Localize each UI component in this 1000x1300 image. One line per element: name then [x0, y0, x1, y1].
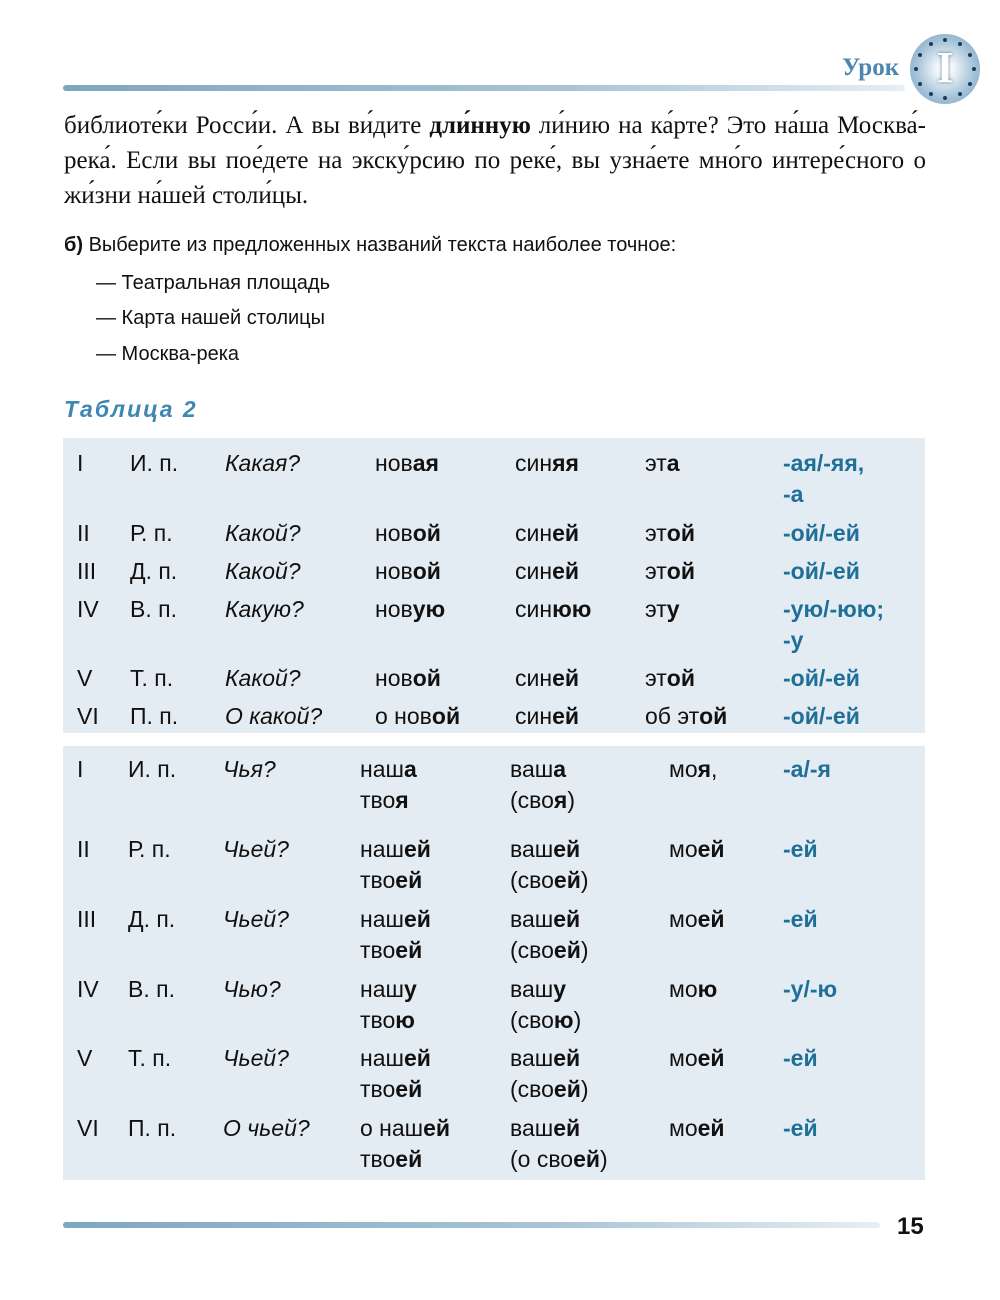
ending-text: -а [783, 481, 804, 507]
word-suffix: ) [567, 787, 576, 813]
word-form [515, 448, 579, 479]
case-name [128, 1043, 171, 1074]
word-ending: ую [412, 596, 446, 622]
word-suffix: ) [580, 1076, 589, 1102]
lesson-number: I [936, 43, 954, 92]
ending-summary [783, 701, 860, 732]
word-stem: нов [375, 558, 413, 584]
clock-tick-icon [943, 38, 947, 42]
word-stem: эт [645, 520, 667, 546]
word-form-pair [360, 754, 417, 816]
word-form [645, 556, 695, 587]
case-question [223, 904, 289, 935]
case-name-text: Р. п. [130, 520, 173, 546]
word-form [669, 904, 725, 935]
word-stem: мо [669, 1045, 698, 1071]
case-number-text: IV [77, 976, 99, 1002]
word-ending: ю [395, 1007, 415, 1033]
word-ending: ей [395, 937, 423, 963]
word-form [515, 663, 579, 694]
word-form-pair [510, 834, 589, 896]
case-name-text: В. п. [128, 976, 175, 1002]
word-form-pair [360, 1043, 431, 1105]
word-form [375, 701, 460, 732]
word-stem: нов [375, 665, 413, 691]
word-stem: нов [375, 596, 413, 622]
word-stem: тво [360, 937, 396, 963]
case-number-text: I [77, 756, 84, 782]
word-form [645, 701, 727, 732]
case-number [77, 701, 99, 732]
word-ending: ой [666, 520, 695, 546]
clock-tick-icon [918, 53, 922, 57]
word-ending: я [395, 787, 409, 813]
ending-summary [783, 1043, 818, 1074]
ending-text: -ая/-яя, [783, 450, 865, 476]
question-text: Какая? [225, 450, 301, 476]
ending-text: -ой/-ей [783, 665, 860, 691]
word-form-pair [360, 1113, 450, 1175]
word-ending: ой [412, 665, 441, 691]
word-stem: о наш [360, 1115, 424, 1141]
word-form [645, 448, 680, 479]
case-number-text: II [77, 520, 90, 546]
word-ending: ей [553, 867, 581, 893]
case-name [128, 974, 175, 1005]
case-name-text: П. п. [130, 703, 179, 729]
word-form [669, 834, 725, 865]
word-stem: тво [360, 787, 396, 813]
ending-text: -ой/-ей [783, 558, 860, 584]
clock-tick-icon [918, 82, 922, 86]
word-stem: наш [360, 1045, 404, 1071]
paragraph-text: библиоте́ки Росси́и. А вы ви́дите [64, 112, 430, 139]
question-text: О чьей? [223, 1115, 310, 1141]
ending-text: -ой/-ей [783, 703, 860, 729]
case-name [130, 594, 177, 625]
word-stem: (сво [510, 867, 554, 893]
case-number [77, 904, 96, 935]
word-stem: тво [360, 1007, 396, 1033]
word-stem: ваш [510, 1045, 554, 1071]
word-ending: юю [552, 596, 592, 622]
word-stem: эт [645, 558, 667, 584]
case-name [130, 663, 173, 694]
word-form [645, 518, 695, 549]
word-ending: ой [666, 665, 695, 691]
word-form [375, 518, 441, 549]
word-ending: ой [431, 703, 461, 729]
word-stem: нов [375, 520, 413, 546]
word-ending: яя [552, 450, 579, 476]
word-stem: эт [645, 596, 667, 622]
word-form [515, 518, 579, 549]
case-name-text: Т. п. [130, 665, 174, 691]
word-ending: ей [552, 703, 579, 729]
case-question [225, 594, 304, 625]
word-form [375, 663, 441, 694]
case-number-text: III [77, 906, 97, 932]
word-ending: ей [573, 1146, 601, 1172]
word-stem: эт [645, 665, 667, 691]
case-name-text: И. п. [130, 450, 179, 476]
ending-summary [783, 754, 831, 785]
word-form [375, 448, 439, 479]
task-text: Выберите из предложенных названий текста наиболее точное: [83, 234, 677, 256]
ending-summary [783, 1113, 818, 1144]
ending-text: -у [783, 627, 804, 653]
ending-summary [783, 904, 818, 935]
word-form-pair [360, 904, 431, 966]
word-form [645, 663, 695, 694]
word-ending: ей [403, 836, 431, 862]
option-item: — Карта нашей столицы [96, 307, 325, 329]
paragraph-bold-word: дли́нную [429, 112, 531, 139]
option-item: — Театральная площадь [96, 272, 331, 294]
word-stem: наш [360, 836, 404, 862]
word-ending: ей [395, 1146, 423, 1172]
case-number [77, 1113, 99, 1144]
case-name-text: П. п. [128, 1115, 177, 1141]
case-number [77, 1043, 92, 1074]
word-stem: ваш [510, 976, 554, 1002]
word-ending: а [403, 756, 417, 782]
option-item: — Москва-река [96, 343, 240, 365]
word-ending: ей [553, 937, 581, 963]
word-ending: ей [403, 906, 431, 932]
word-stem: ваш [510, 756, 554, 782]
task-marker: б) [64, 234, 84, 256]
table-adjective-endings [63, 438, 925, 733]
word-ending: а [553, 756, 567, 782]
word-stem: тво [360, 867, 396, 893]
word-suffix: , [711, 756, 718, 782]
case-number [77, 974, 99, 1005]
word-ending: ей [697, 836, 725, 862]
word-suffix: ) [600, 1146, 608, 1172]
word-stem: ваш [510, 906, 554, 932]
word-form [669, 754, 717, 785]
case-question [225, 448, 300, 479]
case-number-text: I [77, 450, 84, 476]
word-form-pair [360, 834, 431, 896]
clock-tick-icon [914, 67, 918, 71]
question-text: Чью? [223, 976, 281, 1002]
word-stem: наш [360, 976, 404, 1002]
word-ending: ей [395, 1076, 423, 1102]
question-text: Какую? [225, 596, 304, 622]
clock-tick-icon [958, 92, 962, 96]
case-number-text: IV [77, 596, 99, 622]
word-stem: син [515, 703, 553, 729]
case-question [225, 663, 301, 694]
ending-summary [783, 974, 837, 1005]
reading-paragraph [64, 108, 926, 213]
word-stem: син [515, 520, 553, 546]
word-suffix: ) [580, 937, 589, 963]
word-ending: ей [553, 1045, 581, 1071]
case-question [223, 1113, 310, 1144]
case-question [225, 701, 322, 732]
word-ending: ей [552, 558, 579, 584]
word-form [645, 594, 680, 625]
ending-summary [783, 518, 860, 549]
lesson-label: Урок [842, 54, 900, 81]
clock-tick-icon [929, 92, 933, 96]
word-stem: мо [669, 976, 698, 1002]
case-name-text: Р. п. [128, 836, 171, 862]
word-form-pair [510, 974, 581, 1036]
word-stem: ваш [510, 1115, 554, 1141]
question-text: О какой? [225, 703, 323, 729]
case-number [77, 518, 90, 549]
case-name-text: Д. п. [128, 906, 176, 932]
question-text: Какой? [225, 558, 301, 584]
case-name-text: Т. п. [128, 1045, 172, 1071]
word-suffix: ) [580, 867, 589, 893]
word-form [669, 974, 717, 1005]
case-name-text: И. п. [128, 756, 177, 782]
word-stem: наш [360, 906, 404, 932]
word-form [515, 701, 579, 732]
table-possessive-endings [63, 746, 925, 1180]
word-stem: мо [669, 1115, 698, 1141]
case-question [225, 556, 301, 587]
word-stem: эт [645, 450, 667, 476]
question-text: Чьей? [223, 906, 289, 932]
word-ending: а [666, 450, 680, 476]
word-ending: ей [553, 906, 581, 932]
table-title: Таблица 2 [64, 396, 198, 422]
ending-summary [783, 556, 860, 587]
word-ending: ей [697, 1115, 725, 1141]
case-question [223, 754, 276, 785]
word-stem: мо [669, 756, 698, 782]
case-name-text: Д. п. [130, 558, 178, 584]
question-text: Чьей? [223, 1045, 289, 1071]
question-text: Чьей? [223, 836, 289, 862]
word-ending: ей [552, 520, 579, 546]
question-text: Чья? [223, 756, 276, 782]
word-ending: у [666, 596, 680, 622]
word-ending: ю [553, 1007, 574, 1033]
clock-tick-icon [968, 82, 972, 86]
word-stem: тво [360, 1076, 396, 1102]
ending-summary [783, 834, 818, 865]
case-name [128, 754, 176, 785]
clock-tick-icon [972, 67, 976, 71]
ending-text: -ей [783, 1115, 818, 1141]
question-text: Какой? [225, 665, 301, 691]
word-stem: ваш [510, 836, 554, 862]
header-rule [63, 85, 905, 91]
word-form-pair [510, 1113, 608, 1175]
case-question [223, 1043, 289, 1074]
case-number-text: II [77, 836, 90, 862]
word-form-pair [360, 974, 417, 1036]
word-form [375, 556, 441, 587]
word-stem: мо [669, 906, 698, 932]
word-stem: (сво [510, 1076, 554, 1102]
word-ending: ей [553, 836, 581, 862]
case-number [77, 556, 96, 587]
case-name [130, 556, 177, 587]
ending-text: -у/-ю [783, 976, 838, 1002]
ending-text: -ой/-ей [783, 520, 860, 546]
word-ending: ей [552, 665, 579, 691]
word-ending: я [697, 756, 712, 782]
word-form-pair [510, 754, 575, 816]
word-form-pair [510, 904, 589, 966]
clock-tick-icon [968, 53, 972, 57]
case-number-text: V [77, 665, 93, 691]
word-stem: нов [375, 450, 413, 476]
word-stem: син [515, 558, 553, 584]
case-number [77, 754, 83, 785]
ending-text: -а/-я [783, 756, 831, 782]
word-ending: ей [403, 1045, 431, 1071]
case-name [128, 904, 175, 935]
word-stem: син [515, 596, 553, 622]
ending-summary [783, 594, 884, 656]
paragraph-text: ли́нию на ка́рте? Это на́ша Москва́-река́. Если вы пое́дете на экску́рсию по реке́, вы узна́ете мно́го интере́сного о жи́зни на́шей столи́цы. [64, 112, 926, 209]
word-stem: (сво [510, 937, 554, 963]
word-stem: о нов [375, 703, 432, 729]
clock-tick-icon [958, 42, 962, 46]
word-form [375, 594, 445, 625]
word-ending: у [403, 976, 417, 1002]
word-form-pair [510, 1043, 589, 1105]
clock-lesson-icon [910, 34, 980, 104]
word-form [669, 1043, 725, 1074]
case-name [130, 448, 178, 479]
case-name [130, 518, 173, 549]
case-number [77, 448, 83, 479]
word-form [669, 1113, 725, 1144]
case-name-text: В. п. [130, 596, 177, 622]
case-name [128, 1113, 176, 1144]
word-stem: (сво [510, 1007, 554, 1033]
word-ending: у [553, 976, 567, 1002]
case-name [128, 834, 171, 865]
word-stem: об эт [645, 703, 700, 729]
ending-text: -ей [783, 836, 818, 862]
ending-text: -ей [783, 1045, 818, 1071]
word-suffix: ) [573, 1007, 582, 1033]
word-ending: ой [699, 703, 728, 729]
clock-tick-icon [943, 96, 947, 100]
word-ending: ой [412, 558, 441, 584]
word-ending: ей [697, 1045, 725, 1071]
word-ending: ой [412, 520, 441, 546]
word-stem: (сво [510, 787, 554, 813]
case-question [223, 974, 281, 1005]
word-form [515, 556, 579, 587]
case-question [225, 518, 301, 549]
case-question [223, 834, 289, 865]
case-number-text: VI [77, 703, 99, 729]
ending-text: -ей [783, 906, 818, 932]
word-stem: син [515, 450, 553, 476]
word-ending: ой [666, 558, 695, 584]
footer-rule [63, 1222, 880, 1228]
word-form [515, 594, 591, 625]
word-stem: тво [360, 1146, 396, 1172]
word-stem: (о сво [510, 1146, 574, 1172]
word-ending: я [553, 787, 568, 813]
task-b [64, 234, 676, 257]
ending-summary [783, 663, 860, 694]
word-stem: мо [669, 836, 698, 862]
question-text: Какой? [225, 520, 301, 546]
word-ending: ю [697, 976, 718, 1002]
clock-tick-icon [929, 42, 933, 46]
ending-summary [783, 448, 864, 510]
word-ending: ей [697, 906, 725, 932]
word-ending: ей [423, 1115, 451, 1141]
word-stem: наш [360, 756, 404, 782]
word-stem: син [515, 665, 553, 691]
case-number [77, 594, 99, 625]
word-ending: ей [553, 1076, 581, 1102]
word-ending: ей [395, 867, 423, 893]
case-number-text: III [77, 558, 97, 584]
word-ending: ая [412, 450, 439, 476]
case-number-text: VI [77, 1115, 99, 1141]
case-number-text: V [77, 1045, 93, 1071]
page-number: 15 [897, 1213, 924, 1240]
case-number [77, 834, 90, 865]
case-name [130, 701, 178, 732]
case-number [77, 663, 92, 694]
ending-text: -ую/-юю; [783, 596, 885, 622]
word-ending: ей [553, 1115, 581, 1141]
